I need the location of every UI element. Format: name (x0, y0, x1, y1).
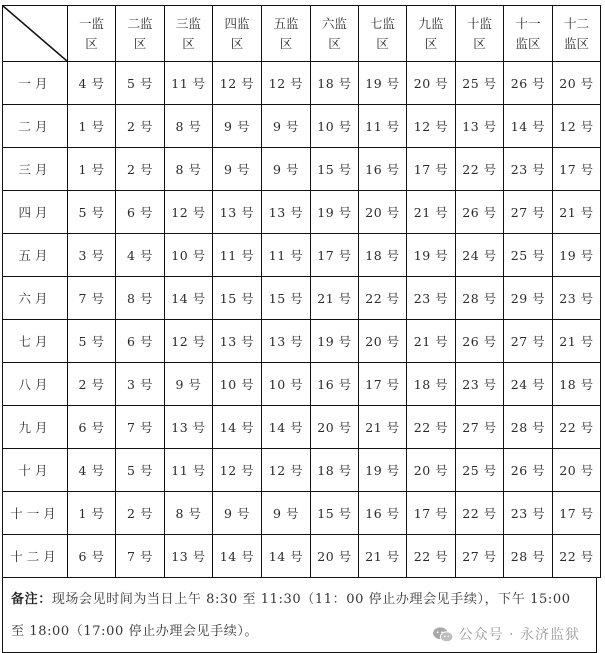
column-header (456, 6, 504, 62)
visit-day-cell: 12 号 (213, 62, 262, 105)
visit-day-cell: 11 号 (165, 449, 213, 492)
visit-day-cell: 2 号 (116, 492, 165, 535)
visit-day-cell: 5 号 (68, 191, 116, 234)
column-header-line: 监区 (563, 35, 589, 51)
visit-day-cell: 19 号 (407, 234, 456, 277)
visit-day-cell: 28 号 (456, 277, 504, 320)
visit-day-cell: 5 号 (116, 62, 165, 105)
visit-day-cell: 1 号 (68, 148, 116, 191)
table-row (3, 535, 601, 578)
column-header (116, 6, 165, 62)
table-row (3, 363, 601, 406)
table-row (3, 406, 601, 449)
visit-day-cell: 27 号 (456, 535, 504, 578)
visit-day-cell: 26 号 (456, 191, 504, 234)
visit-day-cell: 20 号 (359, 320, 407, 363)
visit-day-cell: 6 号 (116, 320, 165, 363)
visit-day-cell: 25 号 (504, 234, 553, 277)
month-label: 十二月 (3, 535, 68, 578)
visit-day-cell: 8 号 (116, 277, 165, 320)
visit-day-cell: 22 号 (456, 492, 504, 535)
month-label: 十月 (3, 449, 68, 492)
visit-day-cell: 19 号 (311, 320, 359, 363)
column-header (262, 6, 311, 62)
visit-day-cell: 26 号 (504, 449, 553, 492)
visit-day-cell: 20 号 (359, 191, 407, 234)
visit-day-cell: 28 号 (504, 535, 553, 578)
corner-diagonal-cell (3, 6, 68, 62)
month-label: 二月 (3, 105, 68, 148)
column-header (407, 6, 456, 62)
visit-day-cell: 5 号 (116, 449, 165, 492)
visit-day-cell: 15 号 (311, 148, 359, 191)
visit-day-cell: 2 号 (68, 363, 116, 406)
column-header-line: 七监 (369, 15, 395, 31)
column-header (359, 6, 407, 62)
column-header-line: 十一 (515, 15, 541, 31)
visit-day-cell: 22 号 (456, 148, 504, 191)
visit-day-cell: 13 号 (213, 191, 262, 234)
visit-day-cell: 22 号 (553, 535, 601, 578)
visit-day-cell: 21 号 (359, 535, 407, 578)
visit-day-cell: 14 号 (504, 105, 553, 148)
note-section (2, 578, 597, 653)
visit-day-cell: 21 号 (553, 320, 601, 363)
column-header-line: 二监 (127, 15, 153, 31)
visit-day-cell: 9 号 (213, 105, 262, 148)
visit-day-cell: 25 号 (456, 62, 504, 105)
visit-day-cell: 8 号 (165, 105, 213, 148)
visit-day-cell: 10 号 (311, 105, 359, 148)
column-header-line: 区 (424, 35, 438, 51)
visit-day-cell: 12 号 (165, 191, 213, 234)
visit-day-cell: 15 号 (213, 277, 262, 320)
table-row (3, 105, 601, 148)
visit-day-cell: 14 号 (213, 406, 262, 449)
visit-day-cell: 15 号 (262, 277, 311, 320)
visit-day-cell: 27 号 (504, 191, 553, 234)
visit-day-cell: 14 号 (262, 535, 311, 578)
visit-day-cell: 22 号 (407, 406, 456, 449)
visit-day-cell: 20 号 (311, 535, 359, 578)
visit-day-cell: 18 号 (311, 62, 359, 105)
column-header-line: 一监 (78, 15, 104, 31)
visit-day-cell: 11 号 (262, 234, 311, 277)
visit-day-cell: 4 号 (116, 234, 165, 277)
visit-day-cell: 17 号 (311, 234, 359, 277)
visit-day-cell: 18 号 (553, 363, 601, 406)
visit-day-cell: 3 号 (68, 234, 116, 277)
column-header-line: 六监 (321, 15, 347, 31)
visit-day-cell: 9 号 (213, 148, 262, 191)
column-header-line: 九监 (418, 15, 444, 31)
table-row (3, 148, 601, 191)
visit-day-cell: 22 号 (407, 535, 456, 578)
visit-day-cell: 9 号 (262, 148, 311, 191)
visit-day-cell: 16 号 (359, 148, 407, 191)
visit-day-cell: 13 号 (165, 535, 213, 578)
watermark (432, 626, 580, 644)
visit-day-cell: 16 号 (311, 363, 359, 406)
visit-day-cell: 16 号 (359, 492, 407, 535)
visit-day-cell: 2 号 (116, 105, 165, 148)
column-header-line: 区 (376, 35, 389, 51)
column-header (213, 6, 262, 62)
visit-day-cell: 26 号 (504, 62, 553, 105)
visit-day-cell: 27 号 (504, 320, 553, 363)
visit-day-cell: 5 号 (68, 320, 116, 363)
visit-day-cell: 14 号 (213, 535, 262, 578)
visit-day-cell: 15 号 (311, 492, 359, 535)
visit-day-cell: 14 号 (262, 406, 311, 449)
column-header (68, 6, 116, 62)
visit-day-cell: 7 号 (116, 406, 165, 449)
column-header-line: 区 (328, 35, 341, 51)
visit-day-cell: 8 号 (165, 492, 213, 535)
visit-day-cell: 9 号 (262, 105, 311, 148)
note-label: 备注： (11, 592, 52, 607)
visit-day-cell: 21 号 (311, 277, 359, 320)
visit-day-cell: 13 号 (213, 320, 262, 363)
visit-day-cell: 10 号 (165, 234, 213, 277)
column-header-line: 区 (182, 35, 195, 51)
table-row (3, 320, 601, 363)
table-row (3, 234, 601, 277)
visit-schedule-table (2, 5, 601, 578)
visit-day-cell: 11 号 (165, 62, 213, 105)
visit-day-cell: 18 号 (407, 363, 456, 406)
visit-day-cell: 17 号 (553, 492, 601, 535)
visit-day-cell: 13 号 (456, 105, 504, 148)
visit-day-cell: 20 号 (553, 449, 601, 492)
column-header-line: 区 (473, 35, 486, 51)
month-label: 五月 (3, 234, 68, 277)
visit-day-cell: 13 号 (262, 191, 311, 234)
visit-day-cell: 17 号 (553, 148, 601, 191)
month-label: 十一月 (3, 492, 68, 535)
visit-day-cell: 11 号 (213, 234, 262, 277)
table-row (3, 449, 601, 492)
visit-day-cell: 6 号 (68, 406, 116, 449)
visit-day-cell: 29 号 (504, 277, 553, 320)
visit-day-cell: 27 号 (456, 406, 504, 449)
table-row (3, 62, 601, 105)
visit-day-cell: 4 号 (68, 449, 116, 492)
column-header-line: 十监 (466, 15, 492, 31)
visit-day-cell: 6 号 (68, 535, 116, 578)
visit-day-cell: 19 号 (359, 62, 407, 105)
visit-day-cell: 19 号 (553, 234, 601, 277)
column-header-line: 监区 (515, 35, 541, 51)
visit-day-cell: 17 号 (407, 148, 456, 191)
month-label: 一月 (3, 62, 68, 105)
column-header-line: 区 (230, 35, 244, 51)
column-header-line: 五监 (273, 15, 299, 31)
column-header-line: 区 (279, 35, 293, 51)
table-row (3, 277, 601, 320)
visit-day-cell: 3 号 (116, 363, 165, 406)
visit-day-cell: 13 号 (262, 320, 311, 363)
column-header-line: 四监 (224, 15, 250, 31)
visit-day-cell: 20 号 (553, 62, 601, 105)
visit-day-cell: 4 号 (68, 62, 116, 105)
visit-day-cell: 21 号 (407, 320, 456, 363)
month-label: 七月 (3, 320, 68, 363)
visit-day-cell: 9 号 (213, 492, 262, 535)
visit-day-cell: 10 号 (262, 363, 311, 406)
visit-day-cell: 8 号 (165, 148, 213, 191)
visit-day-cell: 12 号 (213, 449, 262, 492)
visit-day-cell: 20 号 (407, 62, 456, 105)
column-header (504, 6, 553, 62)
column-header-line: 区 (85, 35, 98, 51)
visit-day-cell: 22 号 (359, 277, 407, 320)
month-label: 九月 (3, 406, 68, 449)
visit-day-cell: 18 号 (359, 234, 407, 277)
visit-day-cell: 21 号 (359, 406, 407, 449)
visit-day-cell: 25 号 (456, 449, 504, 492)
visit-day-cell: 22 号 (553, 406, 601, 449)
visit-day-cell: 7 号 (68, 277, 116, 320)
visit-day-cell: 1 号 (68, 105, 116, 148)
column-header (165, 6, 213, 62)
visit-day-cell: 23 号 (407, 277, 456, 320)
table-row (3, 191, 601, 234)
visit-day-cell: 26 号 (456, 320, 504, 363)
visit-day-cell: 10 号 (213, 363, 262, 406)
visit-day-cell: 12 号 (262, 449, 311, 492)
visit-day-cell: 17 号 (407, 492, 456, 535)
column-header-line: 十二 (563, 15, 589, 31)
visit-day-cell: 7 号 (116, 535, 165, 578)
visit-day-cell: 13 号 (165, 406, 213, 449)
column-header (311, 6, 359, 62)
column-header (553, 6, 601, 62)
visit-day-cell: 2 号 (116, 148, 165, 191)
header-row (3, 6, 601, 62)
visit-day-cell: 23 号 (504, 492, 553, 535)
visit-day-cell: 9 号 (165, 363, 213, 406)
schedule-document (2, 5, 600, 653)
visit-day-cell: 11 号 (359, 105, 407, 148)
visit-day-cell: 19 号 (359, 449, 407, 492)
visit-day-cell: 23 号 (456, 363, 504, 406)
visit-day-cell: 1 号 (68, 492, 116, 535)
visit-day-cell: 23 号 (504, 148, 553, 191)
visit-day-cell: 6 号 (116, 191, 165, 234)
table-row (3, 492, 601, 535)
visit-day-cell: 20 号 (311, 406, 359, 449)
visit-day-cell: 17 号 (359, 363, 407, 406)
visit-day-cell: 19 号 (311, 191, 359, 234)
visit-day-cell: 20 号 (407, 449, 456, 492)
visit-day-cell: 12 号 (262, 62, 311, 105)
visit-day-cell: 12 号 (165, 320, 213, 363)
note-text: 现场会见时间为当日上午 8:30 至 11:30（11：00 停止办理会见手续），下午 15:00 至 18:00（17:00 停止办理会见手续）。 (11, 592, 571, 639)
visit-day-cell: 24 号 (456, 234, 504, 277)
wechat-icon (432, 626, 454, 644)
watermark-text: 公众号 · 永济监狱 (458, 627, 580, 643)
visit-day-cell: 12 号 (407, 105, 456, 148)
visit-day-cell: 23 号 (553, 277, 601, 320)
month-label: 四月 (3, 191, 68, 234)
visit-day-cell: 21 号 (407, 191, 456, 234)
month-label: 八月 (3, 363, 68, 406)
visit-day-cell: 9 号 (262, 492, 311, 535)
column-header-line: 区 (133, 35, 147, 51)
column-header-line: 三监 (175, 15, 201, 31)
visit-day-cell: 21 号 (553, 191, 601, 234)
visit-day-cell: 14 号 (165, 277, 213, 320)
month-label: 三月 (3, 148, 68, 191)
diagonal-line-icon (3, 6, 67, 61)
visit-day-cell: 24 号 (504, 363, 553, 406)
visit-day-cell: 12 号 (553, 105, 601, 148)
visit-day-cell: 28 号 (504, 406, 553, 449)
month-label: 六月 (3, 277, 68, 320)
visit-day-cell: 18 号 (311, 449, 359, 492)
